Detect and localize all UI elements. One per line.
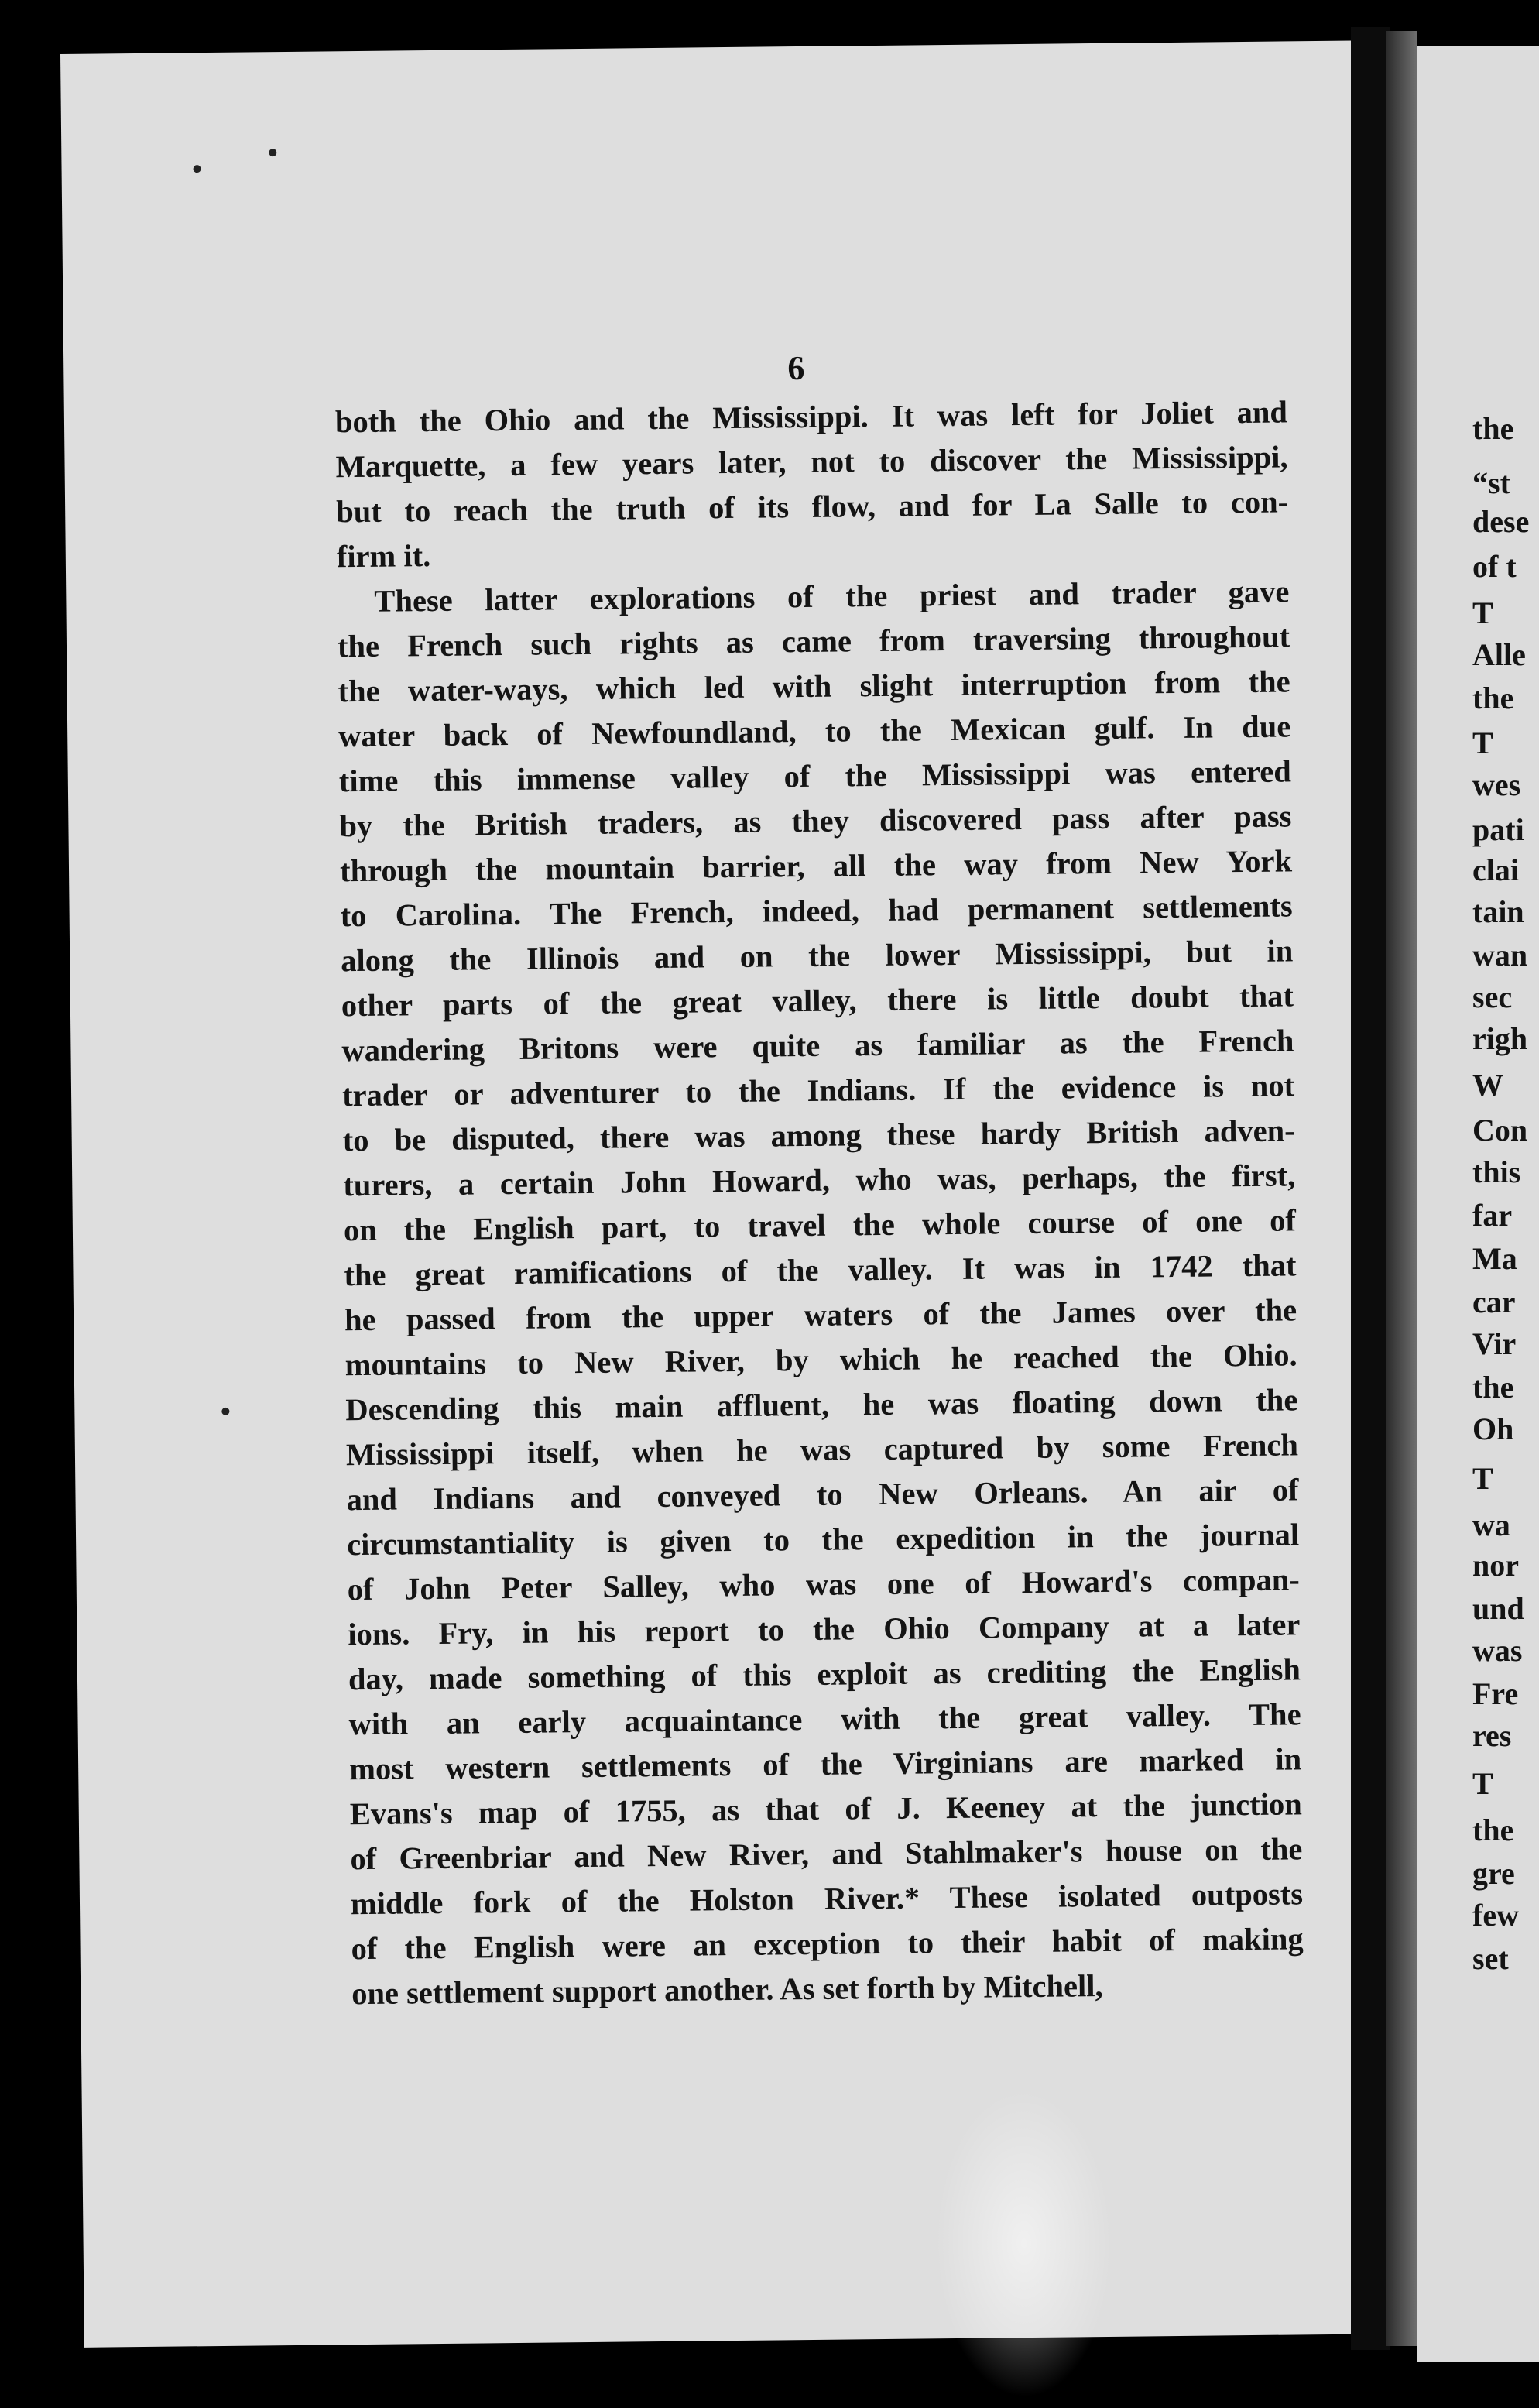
adjacent-page-text-fragment: far xyxy=(1472,1198,1513,1233)
adjacent-page-text-fragment: wa xyxy=(1472,1508,1510,1542)
text-line: through the mountain barrier, all the way from New York xyxy=(339,843,1293,889)
text-line: but to reach the truth of its flow, and for La Salle to con- xyxy=(335,484,1289,530)
adjacent-page-text-fragment: Con xyxy=(1472,1113,1528,1147)
text-line: of the English were an exception to their habit of making xyxy=(351,1921,1304,1967)
text-line: day, made something of this exploit as crediting the English xyxy=(348,1652,1301,1697)
text-line: with an early acquaintance with the great valley. The xyxy=(348,1696,1301,1742)
text-line: mountains to New River, by which he reached the Ohio. xyxy=(344,1337,1297,1383)
text-line: of John Peter Salley, who was one of Howard's compan- xyxy=(347,1562,1300,1607)
adjacent-page-text-fragment: few xyxy=(1472,1898,1519,1933)
adjacent-page-text-fragment: was xyxy=(1472,1633,1523,1668)
adjacent-page-text-fragment: Fre xyxy=(1472,1676,1519,1711)
text-line: one settlement support another. As set forth by Mitchell, xyxy=(351,1968,1103,2012)
adjacent-page-text-fragment: T xyxy=(1472,725,1493,760)
text-line: Descending this main affluent, he was floating down the xyxy=(345,1382,1298,1428)
adjacent-page-text-fragment: wes xyxy=(1472,767,1521,802)
adjacent-page-text-fragment: T xyxy=(1472,1766,1493,1801)
text-line: both the Ohio and the Mississippi. It was left for Joliet and xyxy=(334,394,1288,440)
paper-speck xyxy=(269,149,276,156)
adjacent-page-text-fragment: Alle xyxy=(1472,637,1526,672)
adjacent-page-text-fragment: T xyxy=(1472,1461,1493,1496)
text-line: trader or adventurer to the Indians. If the evidence is not xyxy=(341,1068,1295,1113)
text-line: Evans's map of 1755, as that of J. Keeney at the junction xyxy=(349,1786,1302,1832)
text-line: on the English part, to travel the whole course of one of xyxy=(343,1202,1297,1248)
text-line: ions. Fry, in his report to the Ohio Company at a later xyxy=(348,1607,1301,1652)
adjacent-page-text-fragment: pati xyxy=(1472,812,1524,847)
text-line: other parts of the great valley, there is little doubt that xyxy=(341,978,1294,1024)
paper-speck xyxy=(194,165,201,173)
adjacent-page-text-fragment: gre xyxy=(1472,1856,1515,1891)
adjacent-page-text-fragment: sec xyxy=(1472,979,1513,1014)
adjacent-page-text-fragment: und xyxy=(1472,1591,1524,1626)
text-line: to Carolina. The French, indeed, had permanent settlements xyxy=(340,888,1293,934)
adjacent-page-text-fragment: righ xyxy=(1472,1021,1528,1056)
adjacent-page-text-fragment: tain xyxy=(1472,894,1524,929)
paragraph xyxy=(335,389,1289,579)
adjacent-page-edge xyxy=(1417,46,1539,2362)
text-line: the water-ways, which led with slight interruption from the xyxy=(338,664,1290,709)
text-line: Marquette, a few years later, not to discover the Mississippi, xyxy=(335,439,1288,485)
paper-speck xyxy=(221,1408,229,1415)
text-line: to be disputed, there was among these hardy British adven- xyxy=(342,1113,1295,1158)
text-line: These latter explorations of the priest and trader gave xyxy=(374,574,1290,619)
text-line: of Greenbriar and New River, and Stahlmaker's house on the xyxy=(350,1831,1303,1877)
text-line: most western settlements of the Virginians are marked in xyxy=(348,1741,1302,1787)
text-line: water back of Newfoundland, to the Mexican gulf. In due xyxy=(338,708,1291,754)
adjacent-page-text-fragment: W xyxy=(1472,1068,1503,1103)
text-line: the French such rights as came from traversing throughout xyxy=(337,619,1290,664)
text-line: along the Illinois and on the lower Mississippi, but in xyxy=(341,933,1294,979)
text-line: and Indians and conveyed to New Orleans. An air of xyxy=(346,1472,1299,1518)
text-line: by the British traders, as they discovered pass after pass xyxy=(339,798,1292,844)
book-gutter xyxy=(1351,27,1390,2350)
adjacent-page-text-fragment: dese xyxy=(1472,504,1530,539)
adjacent-page-text-fragment: set xyxy=(1472,1941,1509,1976)
text-line: firm it. xyxy=(336,538,431,575)
adjacent-page-text-fragment: Oh xyxy=(1472,1412,1514,1446)
text-line: he passed from the upper waters of the James over the xyxy=(344,1292,1297,1338)
paragraph xyxy=(337,569,1304,2016)
book-page xyxy=(60,41,1377,2348)
adjacent-page-text-fragment: car xyxy=(1472,1285,1516,1319)
text-line: Mississippi itself, when he was captured by some French xyxy=(345,1427,1299,1473)
adjacent-page-text-fragment: the xyxy=(1472,681,1514,715)
adjacent-page-text-fragment: nor xyxy=(1472,1548,1519,1583)
adjacent-page-text-fragment: “st xyxy=(1472,465,1510,500)
adjacent-page-text-fragment: clai xyxy=(1472,852,1519,887)
text-line: time this immense valley of the Mississippi was entered xyxy=(338,753,1292,799)
page-number: 6 xyxy=(787,348,805,388)
adjacent-page-text-fragment: Vir xyxy=(1472,1326,1517,1361)
text-line: circumstantiality is given to the expedition in the journal xyxy=(346,1517,1300,1562)
text-line: wandering Britons were quite as familiar as the French xyxy=(341,1023,1294,1069)
text-line: the great ramifications of the valley. It was in 1742 that xyxy=(344,1247,1297,1293)
adjacent-page-text-fragment: Ma xyxy=(1472,1241,1517,1276)
adjacent-page-text-fragment: wan xyxy=(1472,938,1528,972)
adjacent-page-text-fragment: T xyxy=(1472,595,1493,630)
adjacent-page-text-fragment: this xyxy=(1472,1154,1521,1189)
adjacent-page-text-fragment: the xyxy=(1472,1813,1514,1847)
body-text xyxy=(335,389,1304,2016)
adjacent-page-text-fragment: the xyxy=(1472,411,1514,446)
gutter-shadow xyxy=(1386,31,1417,2346)
adjacent-page-text-fragment: the xyxy=(1472,1370,1514,1405)
paper-stain xyxy=(934,2087,1115,2399)
adjacent-page-text-fragment: res xyxy=(1472,1718,1512,1753)
text-line: middle fork of the Holston River.* These isolated outposts xyxy=(350,1876,1304,1922)
text-line: turers, a certain John Howard, who was, perhaps, the first, xyxy=(343,1158,1296,1203)
adjacent-page-text-fragment: of t xyxy=(1472,549,1517,584)
